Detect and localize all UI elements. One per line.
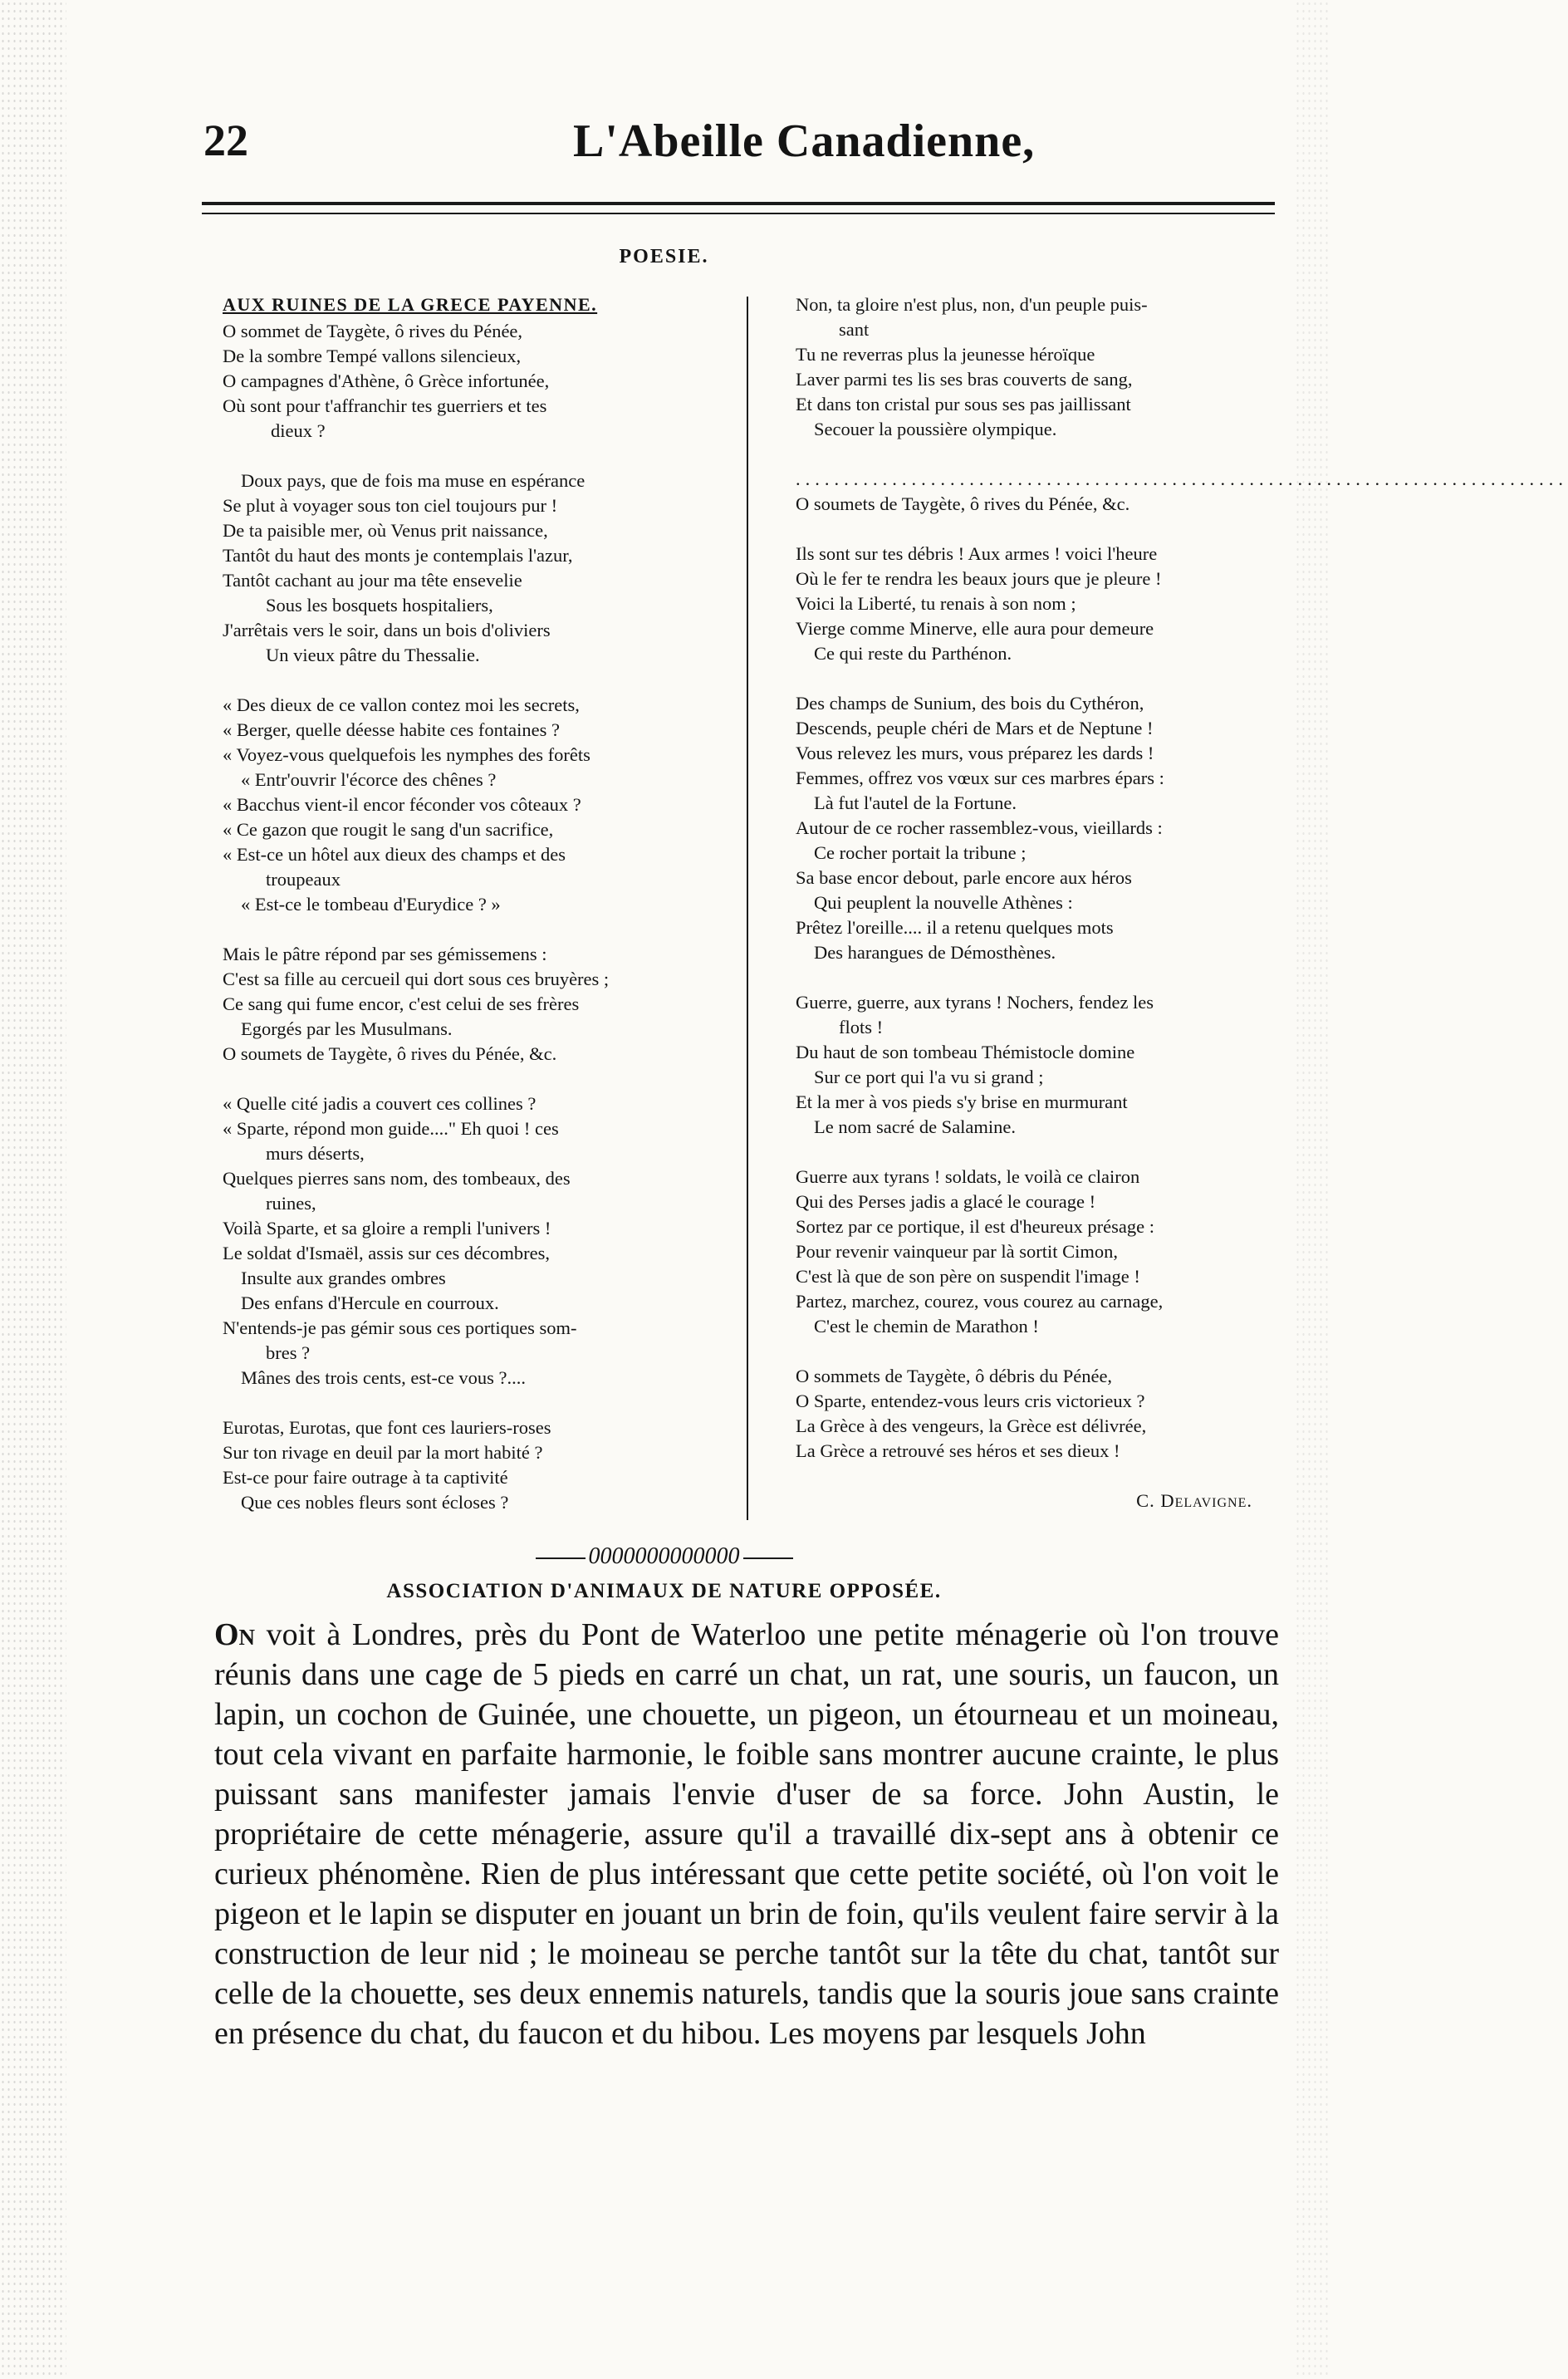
poem-line: O Sparte, entendez-vous leurs cris victorieux ? <box>796 1391 1145 1411</box>
poem-line: Insulte aux grandes ombres <box>241 1268 446 1288</box>
poem-line: La Grèce a retrouvé ses héros et ses dieux ! <box>796 1440 1120 1461</box>
scan-edge-right <box>1295 0 1328 2379</box>
header-rule-thick <box>202 202 1275 205</box>
poem-line: « Entr'ouvrir l'écorce des chênes ? <box>241 769 497 790</box>
scan-edge-left <box>0 0 66 2379</box>
poem-line: Doux pays, que de fois ma muse en espérance <box>241 470 586 491</box>
poem-line: Vierge comme Minerve, elle aura pour demeure <box>796 618 1154 639</box>
separator-bar-left <box>536 1557 586 1559</box>
poem-line: O sommet de Taygète, ô rives du Pénée, <box>223 321 523 341</box>
poem-line: Ce qui reste du Parthénon. <box>814 643 1012 664</box>
poem-stanza <box>223 942 729 1067</box>
poem-line: Du haut de son tombeau Thémistocle domine <box>796 1042 1135 1062</box>
poem-line: J'arrêtais vers le soir, dans un bois d'oliviers <box>223 620 551 640</box>
poem-stanza <box>223 319 729 444</box>
poem-line: Sa base encor debout, parle encore aux héros <box>796 867 1132 888</box>
poem-line: O campagnes d'Athène, ô Grèce infortunée, <box>223 370 550 391</box>
poem-line: Autour de ce rocher rassemblez-vous, vieillards : <box>796 817 1163 838</box>
poem-line: O soumets de Taygète, ô rives du Pénée, &c. <box>796 493 1130 514</box>
poem-line: Et la mer à vos pieds s'y brise en murmurant <box>796 1091 1128 1112</box>
poem-line: murs déserts, <box>266 1143 365 1164</box>
poem-line: Qui peuplent la nouvelle Athènes : <box>814 892 1073 913</box>
poem-line: « Des dieux de ce vallon contez moi les secrets, <box>223 694 580 715</box>
poem-line: « Berger, quelle déesse habite ces fontaines ? <box>223 719 561 740</box>
poem-line: Voilà Sparte, et sa gloire a rempli l'univers ! <box>223 1218 551 1239</box>
poem-line: Tu ne reverras plus la jeunesse héroïque <box>796 344 1095 365</box>
poem-stanza <box>796 1165 1277 1339</box>
poem-line: O soumets de Taygète, ô rives du Pénée, &c. <box>223 1043 557 1064</box>
poem-line: « Quelle cité jadis a couvert ces collines ? <box>223 1093 537 1114</box>
poem-line: N'entends-je pas gémir sous ces portiques som- <box>223 1317 577 1338</box>
poem-stanza <box>796 1364 1277 1464</box>
poem-line: Femmes, offrez vos vœux sur ces marbres épars : <box>796 768 1164 788</box>
poem-line: C'est sa fille au cercueil qui dort sous ces bruyères ; <box>223 969 610 989</box>
section-separator <box>0 1543 1328 1570</box>
poem-line: Des champs de Sunium, des bois du Cythéron, <box>796 693 1144 714</box>
poem-line: « Ce gazon que rougit le sang d'un sacrifice, <box>223 819 554 840</box>
poem-line: Qui des Perses jadis a glacé le courage ! <box>796 1191 1096 1212</box>
poem-line: Sur ce port qui l'a vu si grand ; <box>814 1067 1044 1087</box>
poem-line: Le soldat d'Ismaël, assis sur ces décombres, <box>223 1243 550 1263</box>
poem-line: Pour revenir vainqueur par là sortit Cimon, <box>796 1241 1119 1262</box>
poem-line: Là fut l'autel de la Fortune. <box>814 792 1017 813</box>
poem-line: La Grèce à des vengeurs, la Grèce est délivrée, <box>796 1415 1147 1436</box>
poem-line: Ce rocher portait la tribune ; <box>814 842 1027 863</box>
poem-line: Où sont pour t'affranchir tes guerriers et tes <box>223 395 547 416</box>
poem-line: Laver parmi tes lis ses bras couverts de sang, <box>796 369 1133 390</box>
poem-line: O sommets de Taygète, ô débris du Pénée, <box>796 1366 1113 1386</box>
poem-line: Mânes des trois cents, est-ce vous ?.... <box>241 1367 527 1388</box>
poem-line: Vous relevez les murs, vous préparez les dards ! <box>796 743 1154 763</box>
poem-line: « Est-ce un hôtel aux dieux des champs et des <box>223 844 566 865</box>
poem-line: ruines, <box>266 1193 316 1214</box>
poem-stanza <box>796 292 1277 442</box>
poem-line: Mais le pâtre répond par ses gémissemens : <box>223 944 547 964</box>
article-title: ASSOCIATION D'ANIMAUX DE NATURE OPPOSÉE. <box>386 1580 942 1602</box>
poem-stanza <box>796 542 1277 666</box>
poem-line: dieux ? <box>271 420 326 441</box>
poem-line: Guerre aux tyrans ! soldats, le voilà ce clairon <box>796 1166 1140 1187</box>
poem-line: Voici la Liberté, tu renais à son nom ; <box>796 593 1076 614</box>
poem-line: sant <box>839 319 870 340</box>
poem-stanza <box>223 1415 729 1515</box>
poem-line: Le nom sacré de Salamine. <box>814 1116 1017 1137</box>
poem-line: De ta paisible mer, où Venus prit naissance, <box>223 520 548 541</box>
poem-line: Egorgés par les Musulmans. <box>241 1018 453 1039</box>
poem-line: flots ! <box>839 1017 884 1037</box>
poem-left-column <box>223 292 729 1540</box>
poem-line: Ce sang qui fume encor, c'est celui de ses frères <box>223 993 580 1014</box>
poem-line: Ils sont sur tes débris ! Aux armes ! voici l'heure <box>796 543 1158 564</box>
right-stanzas <box>796 292 1568 1464</box>
poem-line: Non, ta gloire n'est plus, non, d'un peuple puis- <box>796 294 1148 315</box>
poem-line: Sous les bosquets hospitaliers, <box>266 595 493 616</box>
poem-line: Secouer la poussière olympique. <box>814 419 1057 439</box>
poem-title: AUX RUINES DE LA GRECE PAYENNE. <box>223 294 598 315</box>
poem-line: Prêtez l'oreille.... il a retenu quelques mots <box>796 917 1114 938</box>
separator-text: 0000000000000 <box>588 1543 740 1569</box>
poem-line: Se plut à voyager sous ton ciel toujours pur ! <box>223 495 558 516</box>
poem-signature: C. Delavigne. <box>1136 1490 1252 1511</box>
poem-line: Un vieux pâtre du Thessalie. <box>266 645 480 665</box>
article-text: voit à Londres, près du Pont de Waterloo une petite ménagerie où l'on trouve réunis dans une cage de 5 pieds en carré un chat, un rat, une souris, un faucon, un lapin, un cochon de Guinée, une chouette, un pigeon, un étourneau et un moineau, tout cela vivant en parfaite harmonie, le foible sans montrer aucune crainte, le plus puissant sans manifester jamais l'envie d'user de sa force. John Austin, le propriétaire de cette ménagerie, assure qu'il a travaillé dix-sept ans à obtenir ce curieux phénomène. Rien de plus intéressant que cette petite société, où l'on voit le pigeon et le lapin se disputer en jouant un brin de foin, qu'ils veulent faire servir à la construction de leur nid ; le moineau se perche tantôt sur la tête du chat, tantôt sur celle de la chouette, ses deux ennemis naturels, tandis que la souris joue sans crainte en présence du chat, du faucon et du hibou. Les moyens par lesquels John <box>214 1617 1280 2051</box>
poem-right-column <box>796 292 1568 1513</box>
poem-line: Sur ton rivage en deuil par la mort habité ? <box>223 1442 543 1463</box>
poem-line: « Est-ce le tombeau d'Eurydice ? » <box>241 894 501 915</box>
poem-stanza <box>223 693 729 917</box>
poem-line: Quelques pierres sans nom, des tombeaux, des <box>223 1168 571 1189</box>
poem-line: « Bacchus vient-il encor féconder vos côteaux ? <box>223 794 581 815</box>
poem-stanza <box>796 990 1277 1140</box>
poem-line: Descends, peuple chéri de Mars et de Neptune ! <box>796 718 1154 738</box>
poem-line: bres ? <box>266 1342 311 1363</box>
poem-line: Que ces nobles fleurs sont écloses ? <box>241 1492 509 1513</box>
journal-title: L'Abeille Canadienne, <box>573 115 1036 167</box>
poem-line: C'est là que de son père on suspendit l'image ! <box>796 1266 1140 1287</box>
poem-stanza <box>796 691 1277 965</box>
ellipsis-divider: ................................................................................ <box>796 468 1568 489</box>
poem-line: Sortez par ce portique, il est d'heureux présage : <box>796 1216 1155 1237</box>
poem-line: Est-ce pour faire outrage à ta captivité <box>223 1467 508 1488</box>
separator-bar-right <box>743 1557 793 1559</box>
poem-line: Tantôt du haut des monts je contemplais l'azur, <box>223 545 573 566</box>
poem-line: Partez, marchez, courez, vous courez au carnage, <box>796 1291 1164 1312</box>
left-stanzas <box>223 319 729 1515</box>
poem-line: Eurotas, Eurotas, que font ces lauriers-roses <box>223 1417 551 1438</box>
poem-line: « Sparte, répond mon guide...." Eh quoi ! ces <box>223 1118 559 1139</box>
poem-line: Des enfans d'Hercule en courroux. <box>241 1293 499 1313</box>
article-lead-word: On <box>214 1617 256 1652</box>
poem-line: troupeaux <box>266 869 341 890</box>
poem-line: « Voyez-vous quelquefois les nymphes des forêts <box>223 744 590 765</box>
article-body <box>214 1615 1279 2053</box>
poem-stanza <box>223 468 729 668</box>
poem-line: Guerre, guerre, aux tyrans ! Nochers, fendez les <box>796 992 1154 1013</box>
poem-line: Et dans ton cristal pur sous ses pas jaillissant <box>796 394 1131 414</box>
poem-line: C'est le chemin de Marathon ! <box>814 1316 1039 1337</box>
page-number: 22 <box>203 115 248 165</box>
header-rule-thin <box>202 213 1275 214</box>
poem-line: Tantôt cachant au jour ma tête ensevelie <box>223 570 522 591</box>
poem-line: Où le fer te rendra les beaux jours que je pleure ! <box>796 568 1162 589</box>
page-header <box>203 115 1275 173</box>
column-divider <box>747 297 748 1520</box>
poem-stanza <box>223 1091 729 1391</box>
section-title: POESIE. <box>619 246 709 267</box>
poem-stanza <box>796 467 1568 517</box>
poem-line: Des harangues de Démosthènes. <box>814 942 1056 963</box>
poem-line: De la sombre Tempé vallons silencieux, <box>223 346 522 366</box>
